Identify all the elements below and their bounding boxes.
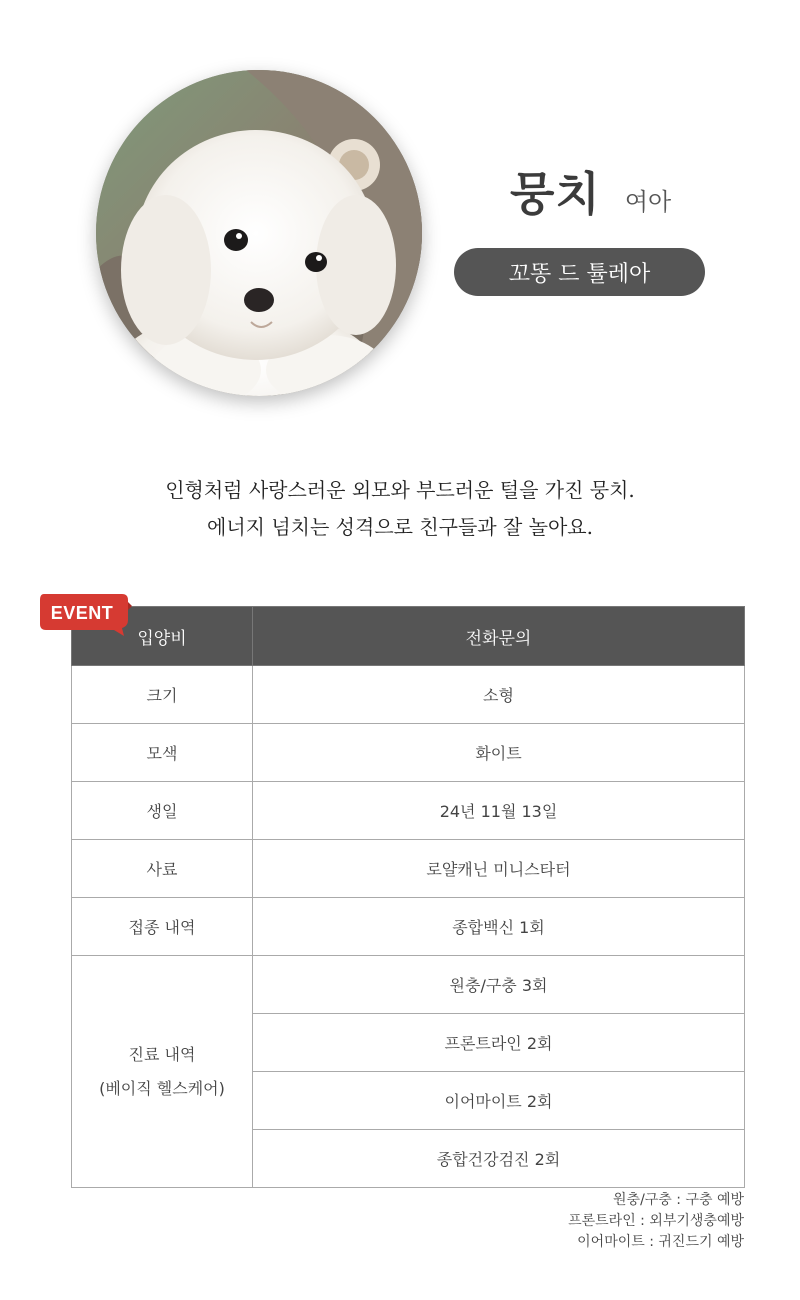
table-row: [72, 898, 745, 956]
treatment-item: 종합건강검진 2회: [253, 1130, 745, 1188]
description-line-2: 에너지 넘치는 성격으로 친구들과 잘 놀아요.: [207, 515, 593, 539]
table-row: [72, 724, 745, 782]
row-label-color: 모색: [72, 724, 253, 782]
pet-info-table: [71, 606, 745, 1188]
description-line-1: 인형처럼 사랑스러운 외모와 부드러운 털을 가진 뭉치.: [165, 478, 635, 502]
event-badge: EVENT: [50, 603, 114, 623]
row-value-vaccination: 종합백신 1회: [253, 898, 745, 956]
footnote-item: 프론트라인 : 외부기생충예방: [568, 1213, 744, 1229]
adoption-fee-value: 전화문의: [253, 607, 745, 666]
treatment-item: 원충/구충 3회: [253, 956, 745, 1014]
row-label-birthday: 생일: [72, 782, 253, 840]
row-label-treatment: [72, 956, 253, 1188]
row-value-food: 로얄캐닌 미니스타터: [253, 840, 745, 898]
breed-badge: 꼬똥 드 튤레아: [454, 248, 705, 296]
treatment-label: 진료 내역: [128, 1044, 196, 1064]
puppy-illustration: [96, 70, 422, 396]
pet-name: 뭉치: [510, 167, 601, 221]
adoption-fee-label: 입양비: [72, 607, 253, 666]
table-row: [72, 666, 745, 724]
treatment-item: 프론트라인 2회: [253, 1014, 745, 1072]
row-value-size: 소형: [253, 666, 745, 724]
table-header-row: [72, 607, 745, 666]
pet-name-row: [510, 158, 671, 224]
treatment-sublabel: (베이직 헬스케어): [99, 1078, 225, 1098]
treatment-item: 이어마이트 2회: [253, 1072, 745, 1130]
table-row: [72, 956, 745, 1014]
table-row: [72, 840, 745, 898]
row-label-size: 크기: [72, 666, 253, 724]
row-label-vaccination: 접종 내역: [72, 898, 253, 956]
puppy-photo: [96, 70, 422, 396]
row-value-birthday: 24년 11월 13일: [253, 782, 745, 840]
footnotes: [568, 1190, 744, 1253]
row-value-color: 화이트: [253, 724, 745, 782]
table-row: [72, 782, 745, 840]
pet-gender: 여아: [624, 188, 672, 216]
footnote-item: 원충/구충 : 구충 예방: [613, 1192, 744, 1208]
footnote-item: 이어마이트 : 귀진드기 예방: [577, 1234, 744, 1250]
row-label-food: 사료: [72, 840, 253, 898]
pet-description: [0, 472, 800, 546]
